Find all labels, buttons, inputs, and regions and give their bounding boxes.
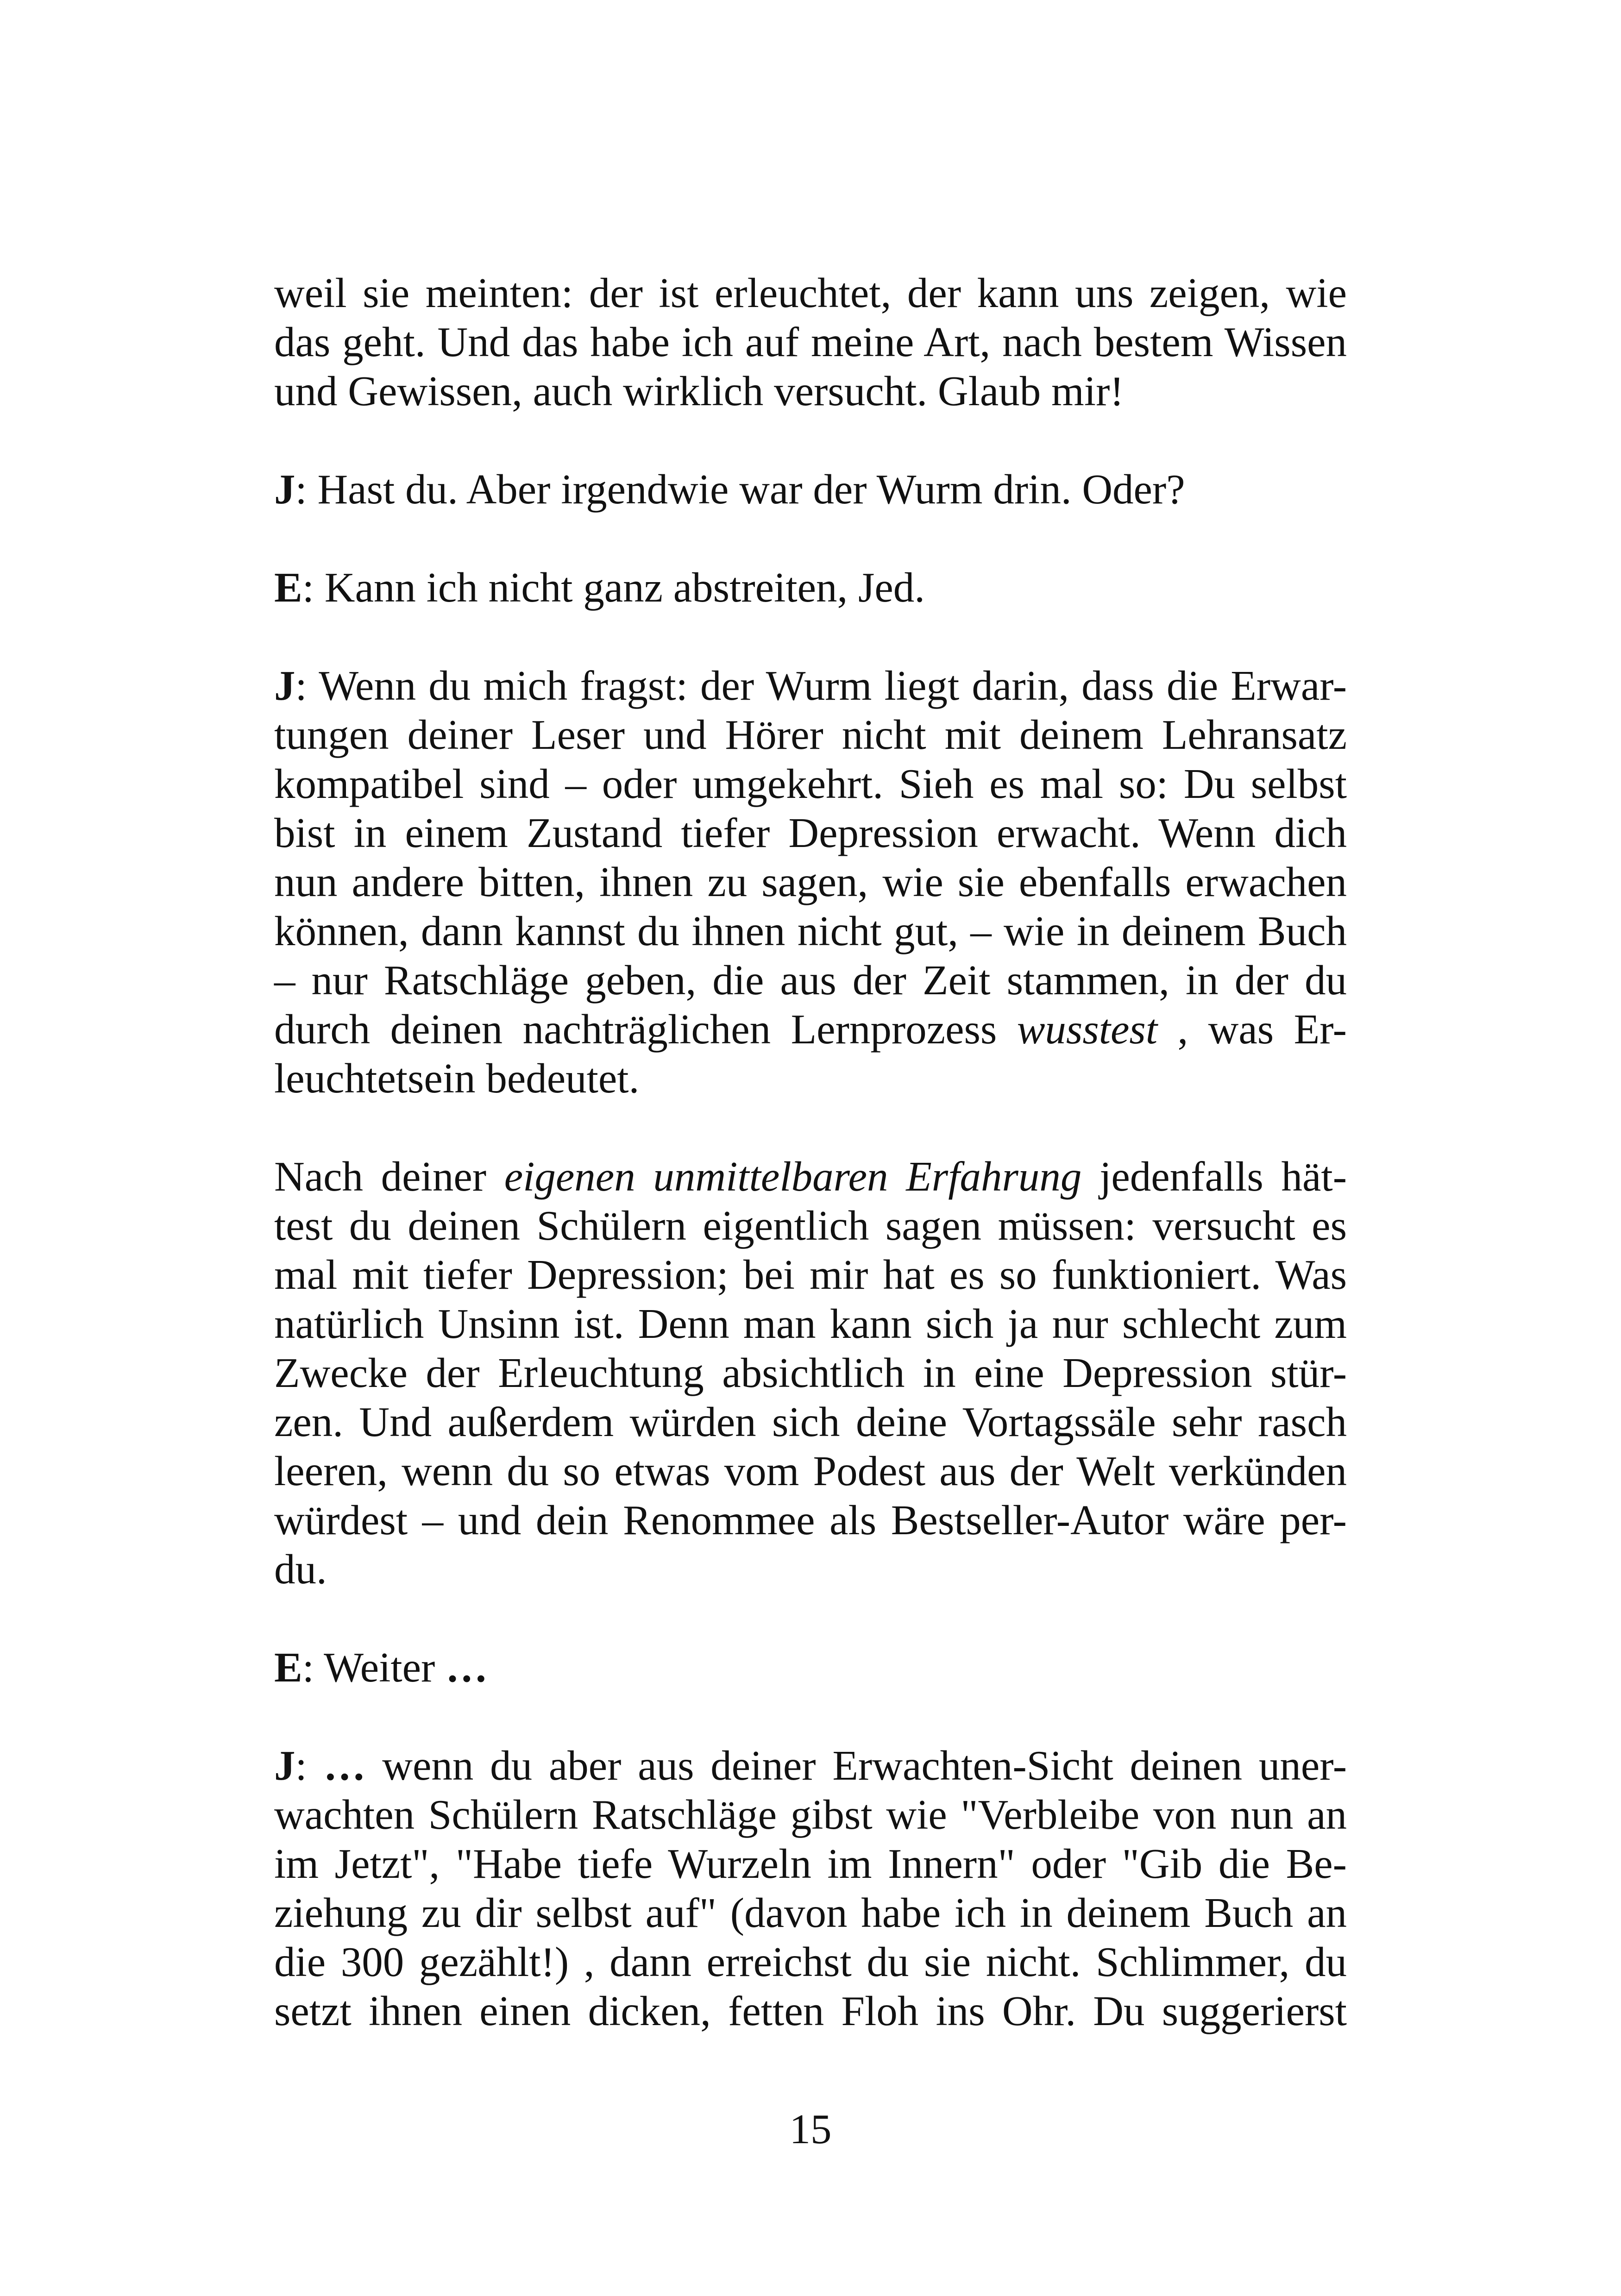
speaker-label: E (274, 1644, 302, 1691)
text-line: wachten Schülern Ratschläge gibst wie "Verbleibe von nun an (274, 1791, 1347, 1838)
dialogue-text: wenn du aber aus deiner Erwachten-Sicht deinen uner- (365, 1742, 1347, 1789)
dialogue-j-3 (274, 1741, 1347, 2036)
text-line: leeren, wenn du so etwas vom Podest aus der Welt verkünden (274, 1448, 1347, 1494)
dialogue-text: : Weiter (302, 1644, 446, 1691)
speaker-label: J (274, 466, 295, 513)
speaker-label: E (274, 564, 302, 611)
text-line: Zwecke der Erleuchtung absichtlich in eine Depression stür- (274, 1349, 1347, 1396)
emphasis-text: wusstest (1017, 1006, 1158, 1053)
text-line (274, 1741, 1347, 1790)
text-line: können, dann kannst du ihnen nicht gut, – wie in deinem Buch (274, 908, 1347, 954)
text-line (274, 1152, 1347, 1201)
book-page-body (274, 269, 1347, 2036)
speaker-label: J (274, 1742, 295, 1789)
text-line: das geht. Und das habe ich auf meine Art, nach bestem Wissen (274, 319, 1347, 365)
text-line (274, 563, 1347, 612)
text-line: tungen deiner Leser und Hörer nicht mit deinem Lehransatz (274, 711, 1347, 758)
text-line: weil sie meinten: der ist erleuchtet, der kann uns zeigen, wie (274, 270, 1347, 316)
dialogue-e-1 (274, 563, 1347, 612)
dialogue-e-2 (274, 1643, 1347, 1692)
text-line: im Jetzt", "Habe tiefe Wurzeln im Innern" oder "Gib die Be- (274, 1840, 1347, 1887)
text-segment: jedenfalls hät- (1081, 1153, 1347, 1200)
text-line (274, 1643, 1347, 1692)
text-segment: Nach deiner (274, 1153, 504, 1200)
page-number: 15 (789, 2106, 832, 2152)
text-segment: durch deinen nachträglichen Lernprozess (274, 1006, 1017, 1053)
text-line: setzt ihnen einen dicken, fetten Floh ins Ohr. Du suggerierst (274, 1988, 1347, 2034)
text-line: die 300 gezählt!) , dann erreichst du sie nicht. Schlimmer, du (274, 1938, 1347, 1985)
emphasis-text: eigenen unmittelbaren Erfahrung (504, 1153, 1082, 1200)
text-line (274, 661, 1347, 710)
text-line: mal mit tiefer Depression; bei mir hat es so funktioniert. Was (274, 1251, 1347, 1298)
text-segment: , was Er- (1157, 1006, 1347, 1053)
text-line: natürlich Unsinn ist. Denn man kann sich ja nur schlecht zum (274, 1300, 1347, 1347)
text-line: – nur Ratschläge geben, die aus der Zeit stammen, in der du (274, 957, 1347, 1004)
text-line: ziehung zu dir selbst auf" (davon habe ich in deinem Buch an (274, 1889, 1347, 1936)
dialogue-j-2 (274, 661, 1347, 1103)
dialogue-j-1 (274, 465, 1347, 514)
text-line: und Gewissen, auch wirklich versucht. Glaub mir! (274, 368, 1124, 414)
text-line: du. (274, 1546, 327, 1593)
text-line: leuchtetsein bedeutet. (274, 1055, 640, 1102)
text-line: test du deinen Schülern eigentlich sagen müssen: versucht es (274, 1202, 1347, 1249)
text-line (274, 1005, 1347, 1054)
text-line: bist in einem Zustand tiefer Depression erwacht. Wenn dich (274, 809, 1347, 856)
paragraph-1 (274, 269, 1347, 416)
text-line (274, 465, 1347, 514)
ellipsis-mark: … (446, 1644, 488, 1691)
paragraph-2 (274, 1152, 1347, 1594)
speaker-label: J (274, 662, 295, 709)
text-line: kompatibel sind – oder umgekehrt. Sieh es mal so: Du selbst (274, 760, 1347, 807)
text-segment: : (295, 1742, 324, 1789)
text-line: nun andere bitten, ihnen zu sagen, wie sie ebenfalls erwachen (274, 859, 1347, 905)
dialogue-text: : Kann ich nicht ganz abstreiten, Jed. (302, 564, 925, 611)
text-line: zen. Und außerdem würden sich deine Vortagssäle sehr rasch (274, 1399, 1347, 1445)
dialogue-text: : Wenn du mich fragst: der Wurm liegt darin, dass die Erwar- (295, 662, 1347, 709)
text-line: würdest – und dein Renommee als Bestseller-Autor wäre per- (274, 1497, 1347, 1543)
ellipsis-mark: … (323, 1742, 366, 1789)
dialogue-text: : Hast du. Aber irgendwie war der Wurm drin. Oder? (295, 466, 1185, 513)
